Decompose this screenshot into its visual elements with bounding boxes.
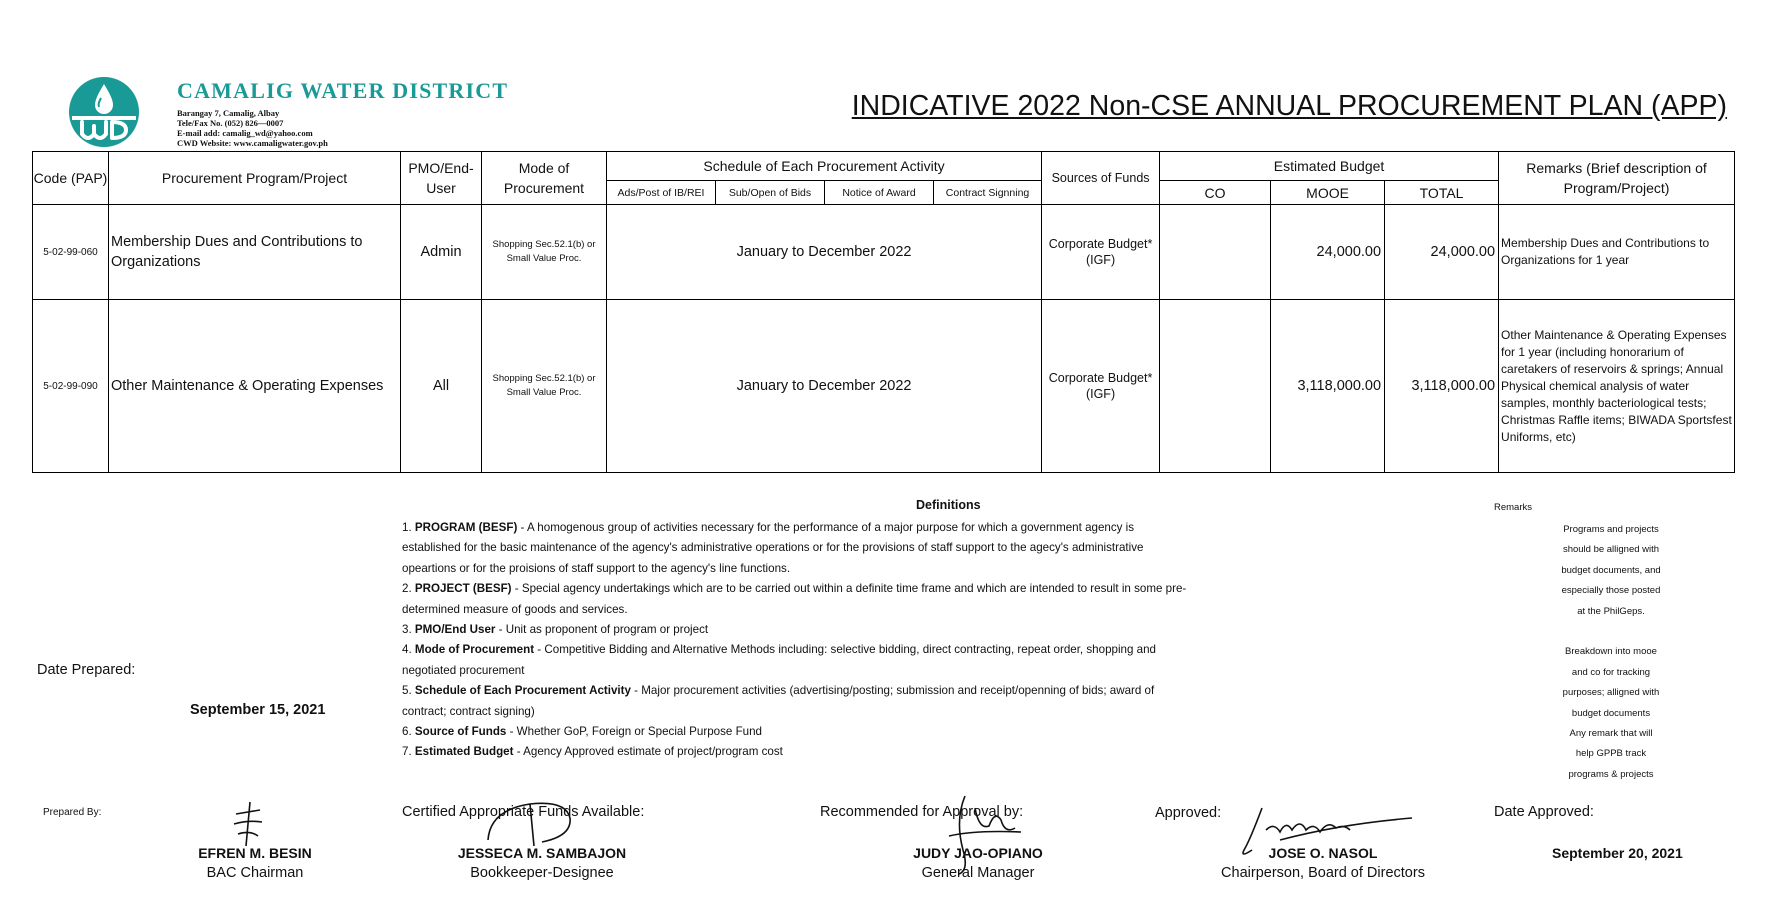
table-row [33,205,1735,300]
header-budget: Estimated Budget [1160,152,1499,181]
row-total: 24,000.00 [1385,205,1499,300]
row-pmo: All [401,300,482,473]
side-remarks-notes: Programs and projects should be alligned with budget documents, and especially those posted at the PhilGeps. Breakdown into mooe and co for tracking purposes; alligned with budget documents Any remark that will help GPPB track programs & projects [1561,524,1661,780]
row-mode: Shopping Sec.52.1(b) or Small Value Proc. [482,300,607,473]
header-code: Code (PAP) [33,152,109,205]
row-total: 3,118,000.00 [1385,300,1499,473]
header-notice: Notice of Award [825,181,934,205]
recommended-name: JUDY JAO-OPIANO [913,845,1043,861]
side-remarks-label: Remarks [1494,502,1533,513]
header-remarks: Remarks (Brief description of Program/Project) [1499,152,1735,205]
header-sub: Sub/Open of Bids [716,181,825,205]
header-funds: Sources of Funds [1042,152,1160,205]
header-ads: Ads/Post of IB/REI [607,181,716,205]
row-mooe: 3,118,000.00 [1271,300,1385,473]
date-prepared-label: Date Prepared: [37,662,136,678]
prepared-by-position: BAC Chairman [206,865,304,881]
approved-label: Approved: [1155,805,1222,821]
header-contract: Contract Signning [934,181,1042,205]
row-co [1160,205,1271,300]
row-code: 5-02-99-090 [33,300,109,473]
signature-besin-icon [228,800,268,848]
row-co [1160,300,1271,473]
definitions-title: Definitions [916,498,981,512]
definition-item: 4. Mode of Procurement - Competitive Bidding and Alternative Methods including: selective bidding, direct contracting, repeat order, shopping and negotiated procurement [402,643,1157,677]
procurement-table [32,151,1735,473]
prepared-by-label: Prepared By: [43,807,102,818]
recommended-label: Recommended for Approval by: [820,804,1024,820]
definition-item: 2. PROJECT (BESF) - Special agency undertakings which are to be carried out within a definite time frame and which are intended to result in some pre-determined measure of goods and services. [402,582,1187,616]
header-program: Procurement Program/Project [109,152,401,205]
definition-item: 7. Estimated Budget - Agency Approved estimate of project/program cost [402,745,783,759]
row-program: Other Maintenance & Operating Expenses [109,300,401,473]
row-remarks: Membership Dues and Contributions to Organizations for 1 year [1499,205,1735,300]
org-website: CWD Website: www.camaligwater.gov.ph [177,138,328,148]
definition-item: 3. PMO/End User - Unit as proponent of program or project [402,623,709,637]
row-mooe: 24,000.00 [1271,205,1385,300]
signature-opiano-icon [935,790,1025,876]
recommended-position: General Manager [921,865,1035,881]
row-funds: Corporate Budget*(IGF) [1042,205,1160,300]
row-code: 5-02-99-060 [33,205,109,300]
row-mode: Shopping Sec.52.1(b) or Small Value Proc. [482,205,607,300]
header-pmo: PMO/End-User [401,152,482,205]
prepared-by-name: EFREN M. BESIN [198,845,312,861]
org-name: CAMALIG WATER DISTRICT [177,78,509,103]
certified-funds-position: Bookkeeper-Designee [470,865,614,881]
header-co: CO [1160,181,1271,205]
definitions-list [402,518,1192,763]
org-address: Barangay 7, Camalig, Albay [177,108,280,118]
certified-funds-name: JESSECA M. SAMBAJON [457,845,627,861]
header-mooe: MOOE [1271,181,1385,205]
row-funds: Corporate Budget*(IGF) [1042,300,1160,473]
definition-item: 6. Source of Funds - Whether GoP, Foreign or Special Purpose Fund [402,725,762,739]
row-schedule: January to December 2022 [607,300,1042,473]
date-approved-label: Date Approved: [1494,804,1594,820]
date-prepared-value: September 15, 2021 [190,702,326,718]
definition-item: 5. Schedule of Each Procurement Activity - Major procurement activities (advertising/posting; submission and receipt/openning of bids; award of contract; contract signing) [402,684,1155,718]
approved-name: JOSE O. NASOL [1268,845,1378,861]
org-telfax: Tele/Fax No. (052) 826—0007 [177,118,284,128]
org-email: E-mail add: camalig_wd@yahoo.com [177,128,313,138]
approved-position: Chairperson, Board of Directors [1221,865,1425,881]
row-remarks: Other Maintenance & Operating Expenses for 1 year (including honorarium of caretakers of reservoirs & springs; Annual Physical chemical analysis of water samples, monthly bacteriological tests; Christmas Raffle items; BIWADA Sportsfest Uniforms, etc) [1499,300,1735,473]
definition-item: 1. PROGRAM (BESF) - A homogenous group of activities necessary for the performance of a major purpose for which a government agency is established for the basic maintenance of the agency's administrative operations or for the provisions of staff support to the agecy's administrative opeartions or for the proisions of staff support to the agency's line functions. [402,521,1144,575]
signature-sambajon-icon [480,796,590,848]
certified-funds-label: Certified Appropriate Funds Available: [402,804,645,820]
row-pmo: Admin [401,205,482,300]
header-total: TOTAL [1385,181,1499,205]
header-schedule: Schedule of Each Procurement Activity [607,152,1042,181]
table-row [33,300,1735,473]
cwd-logo-icon [68,76,140,148]
row-schedule: January to December 2022 [607,205,1042,300]
document-title: INDICATIVE 2022 Non-CSE ANNUAL PROCUREMENT PLAN (APP) [851,90,1727,122]
date-approved-value: September 20, 2021 [1552,845,1683,861]
header-mode: Mode of Procurement [482,152,607,205]
row-program: Membership Dues and Contributions to Organizations [109,205,401,300]
